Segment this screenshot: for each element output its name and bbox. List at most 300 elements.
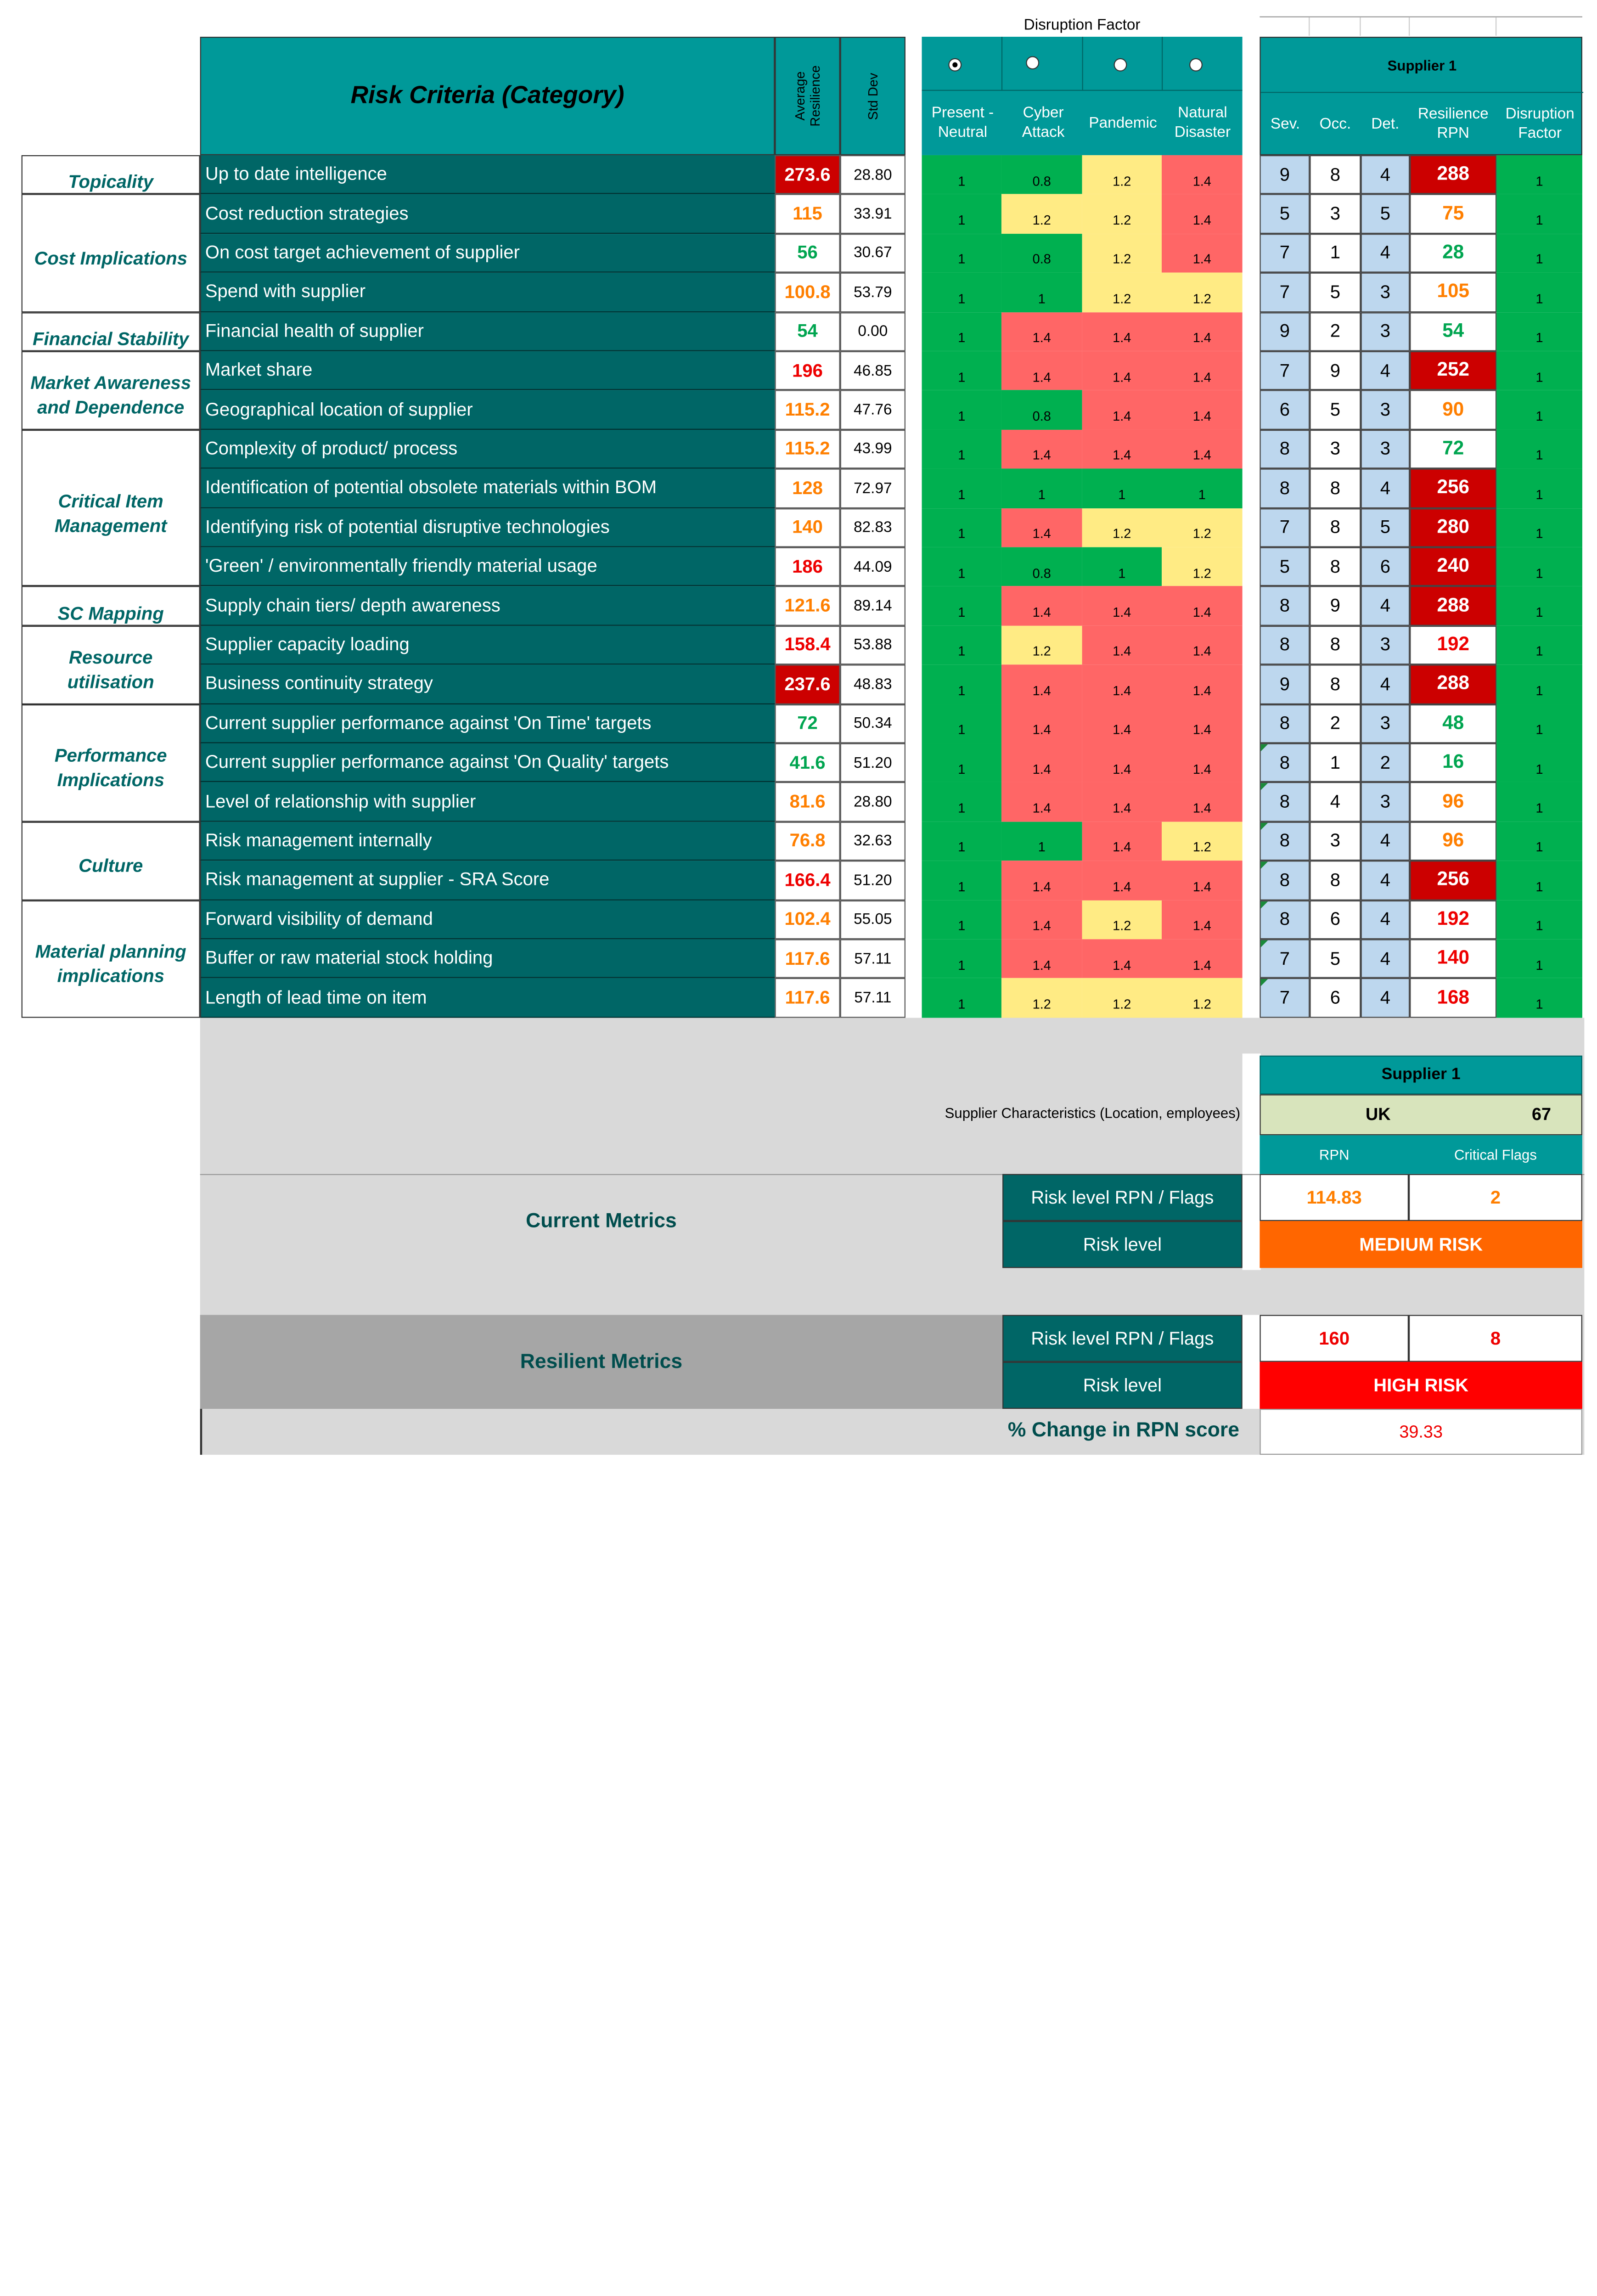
std-dev-cell: 57.11	[840, 939, 905, 978]
current-rpn-flags-label: Risk level RPN / Flags	[1002, 1174, 1242, 1221]
disruption-factor-cell: 1.2	[1162, 547, 1243, 586]
disruption-factor-cell: 1.4	[1001, 782, 1082, 822]
disruption-factor-cell: 0.8	[1001, 155, 1082, 194]
sev-cell[interactable]: 8	[1260, 782, 1310, 822]
average-resilience-cell: 196	[775, 351, 840, 390]
disruption-factor-cell: 1.4	[1001, 900, 1082, 939]
average-resilience-cell: 273.6	[775, 155, 840, 194]
occ-cell[interactable]: 3	[1310, 430, 1361, 469]
disruption-factor-cell: 1.4	[1162, 665, 1243, 704]
std-dev-cell: 82.83	[840, 508, 905, 547]
category-cell: Topicality	[22, 155, 200, 194]
category-cell: Cost Implications	[22, 194, 200, 312]
average-resilience-cell: 117.6	[775, 939, 840, 978]
det-cell[interactable]: 3	[1361, 782, 1410, 822]
criterion-name: Spend with supplier	[200, 273, 775, 312]
risk-criteria-header	[200, 37, 775, 155]
resilience-rpn-cell: 288	[1410, 155, 1496, 194]
summary-supplier-title: Supplier 1	[1260, 1056, 1582, 1094]
supplier-disruption-factor-cell: 1	[1496, 508, 1582, 547]
disruption-factor-cell: 1	[922, 194, 1001, 233]
supplier-disruption-factor-cell: 1	[1496, 625, 1582, 664]
criterion-name: Length of lead time on item	[200, 979, 775, 1018]
sev-cell[interactable]: 5	[1260, 547, 1310, 586]
supplier-employees: 67	[1531, 1104, 1552, 1124]
disruption-factor-cell: 1	[1001, 273, 1082, 312]
occ-cell[interactable]: 6	[1310, 979, 1361, 1018]
disruption-factor-cell: 0.8	[1001, 547, 1082, 586]
resilience-rpn-cell: 192	[1410, 900, 1496, 939]
occ-cell[interactable]: 8	[1310, 469, 1361, 508]
disruption-factor-cell: 1.4	[1001, 743, 1082, 782]
resilient-rpn-value: 160	[1260, 1315, 1409, 1362]
average-resilience-cell: 121.6	[775, 586, 840, 625]
std-dev-cell: 53.88	[840, 625, 905, 664]
disruption-factor-cell: 1.4	[1082, 390, 1162, 429]
det-cell[interactable]: 3	[1361, 704, 1410, 743]
disruption-factor-cell: 1	[1001, 469, 1082, 508]
disruption-factor-cell: 1	[1082, 469, 1162, 508]
criterion-name: Risk management at supplier - SRA Score	[200, 861, 775, 900]
disruption-factor-cell: 1.4	[1082, 939, 1162, 978]
disruption-factor-cell: 1	[1162, 469, 1243, 508]
rpn-change-value: 39.33	[1260, 1409, 1582, 1455]
supplier-disruption-factor-cell: 1	[1496, 861, 1582, 900]
occ-cell[interactable]: 1	[1310, 743, 1361, 782]
disruption-factor-cell: 1	[922, 312, 1001, 351]
occ-cell[interactable]: 5	[1310, 390, 1361, 429]
current-risk-level-label: Risk level	[1002, 1221, 1242, 1268]
supplier-disruption-factor-cell: 1	[1496, 939, 1582, 978]
supplier-characteristics-label: Supplier Characteristics (Location, employees)	[945, 1104, 1241, 1121]
average-resilience-cell: 76.8	[775, 822, 840, 861]
occ-cell[interactable]: 2	[1310, 704, 1361, 743]
sev-cell[interactable]: 6	[1260, 390, 1310, 429]
disruption-factor-cell: 1.4	[1162, 782, 1243, 822]
supplier-disruption-factor-cell: 1	[1496, 743, 1582, 782]
category-cell: Performance Implications	[22, 704, 200, 822]
disruption-factor-cell: 1.4	[1082, 586, 1162, 625]
supplier-disruption-factor-cell: 1	[1496, 704, 1582, 743]
resilience-rpn-cell: 75	[1410, 194, 1496, 233]
resilience-rpn-cell: 90	[1410, 390, 1496, 429]
sev-cell[interactable]: 7	[1260, 939, 1310, 978]
sev-cell[interactable]: 7	[1260, 234, 1310, 273]
disruption-factor-cell: 1	[922, 822, 1001, 861]
disruption-factor-cell: 1.2	[1082, 273, 1162, 312]
resilience-rpn-cell: 256	[1410, 469, 1496, 508]
disruption-factor-cell: 1	[922, 939, 1001, 978]
disruption-factor-cell: 1.4	[1082, 861, 1162, 900]
category-cell: Market Awareness and Dependence	[22, 351, 200, 430]
resilience-rpn-cell: 288	[1410, 665, 1496, 704]
std-dev-header: Std Dev	[840, 37, 905, 155]
disruption-factor-cell: 1.4	[1162, 312, 1243, 351]
resilience-rpn-cell: 140	[1410, 939, 1496, 978]
resilient-flags-value: 8	[1409, 1315, 1582, 1362]
average-resilience-header: Average Resilience	[775, 37, 840, 155]
resilience-rpn-cell: 96	[1410, 822, 1496, 861]
current-risk-badge: MEDIUM RISK	[1260, 1221, 1582, 1268]
det-cell[interactable]: 5	[1361, 508, 1410, 547]
det-cell[interactable]: 4	[1361, 234, 1410, 273]
category-cell: Financial Stability	[22, 312, 200, 351]
category-cell: Material planning implications	[22, 900, 200, 1018]
supplier-disruption-factor-cell: 1	[1496, 547, 1582, 586]
disruption-factor-cell: 1.4	[1162, 939, 1243, 978]
disruption-factor-cell: 1.4	[1001, 704, 1082, 743]
occ-cell[interactable]: 8	[1310, 861, 1361, 900]
sev-cell[interactable]: 7	[1260, 351, 1310, 390]
scenario-label-present: Present - Neutral	[931, 104, 994, 141]
disruption-factor-cell: 0.8	[1001, 390, 1082, 429]
sev-cell[interactable]: 7	[1260, 979, 1310, 1018]
supplier-disruption-factor-cell: 1	[1496, 665, 1582, 704]
disruption-factor-cell: 1.4	[1001, 312, 1082, 351]
disruption-factor-cell: 1.2	[1082, 508, 1162, 547]
det-cell[interactable]: 4	[1361, 979, 1410, 1018]
sev-cell[interactable]: 7	[1260, 508, 1310, 547]
occ-cell[interactable]: 8	[1310, 547, 1361, 586]
current-metrics-title: Current Metrics	[526, 1209, 677, 1232]
category-cell: Culture	[22, 822, 200, 900]
disruption-factor-cell: 1	[922, 234, 1001, 273]
resilience-rpn-cell: 240	[1410, 547, 1496, 586]
std-dev-cell: 50.34	[840, 704, 905, 743]
criterion-name: Market share	[200, 351, 775, 390]
scenario-label-cyber: Cyber Attack	[1022, 104, 1065, 141]
sev-cell[interactable]: 8	[1260, 586, 1310, 625]
disruption-factor-cell: 1.4	[1001, 430, 1082, 469]
average-resilience-cell: 81.6	[775, 782, 840, 822]
supplier-disruption-factor-cell: 1	[1496, 979, 1582, 1018]
occ-cell[interactable]: 9	[1310, 586, 1361, 625]
supplier-disruption-factor-cell: 1	[1496, 390, 1582, 429]
current-flags-value: 2	[1409, 1174, 1582, 1221]
occ-cell[interactable]: 8	[1310, 155, 1361, 194]
disruption-factor-cell: 1	[922, 861, 1001, 900]
criterion-name: 'Green' / environmentally friendly material usage	[200, 547, 775, 586]
disruption-factor-cell: 1.4	[1162, 351, 1243, 390]
disruption-factor-cell: 1	[922, 430, 1001, 469]
resilience-rpn-cell: 72	[1410, 430, 1496, 469]
average-resilience-cell: 237.6	[775, 665, 840, 704]
sev-cell[interactable]: 8	[1260, 900, 1310, 939]
criterion-name: Current supplier performance against 'On Time' targets	[200, 704, 775, 743]
occ-cell[interactable]: 3	[1310, 194, 1361, 233]
det-cell[interactable]: 4	[1361, 351, 1410, 390]
disruption-factor-cell: 1.4	[1001, 939, 1082, 978]
sev-cell[interactable]: 9	[1260, 312, 1310, 351]
disruption-factor-cell: 1	[922, 782, 1001, 822]
disruption-factor-cell: 1	[922, 586, 1001, 625]
average-resilience-cell: 41.6	[775, 743, 840, 782]
disruption-factor-cell: 1.4	[1082, 625, 1162, 664]
disruption-factor-cell: 1	[922, 625, 1001, 664]
det-cell[interactable]: 4	[1361, 665, 1410, 704]
disruption-factor-cell: 1	[922, 273, 1001, 312]
supplier-top-strip	[1260, 17, 1582, 35]
resilience-rpn-cell: 28	[1410, 234, 1496, 273]
average-resilience-cell: 166.4	[775, 861, 840, 900]
sev-cell[interactable]: 8	[1260, 430, 1310, 469]
disruption-factor-cell: 1.2	[1162, 822, 1243, 861]
sev-cell[interactable]: 9	[1260, 155, 1310, 194]
criterion-name: Supply chain tiers/ depth awareness	[200, 586, 775, 625]
supplier-disruption-factor-cell: 1	[1496, 900, 1582, 939]
occ-cell[interactable]: 3	[1310, 822, 1361, 861]
supplier-header: Supplier 1 Sev. Occ. Det. Resilience RPN Disruption Factor	[1260, 37, 1582, 155]
scenario-radio-present[interactable]	[948, 58, 962, 72]
std-dev-cell: 28.80	[840, 782, 905, 822]
scenario-radio-cyber[interactable]	[1026, 56, 1039, 69]
disruption-factor-cell: 1.2	[1162, 273, 1243, 312]
disruption-factor-cell: 1	[922, 979, 1001, 1018]
std-dev-cell: 32.63	[840, 822, 905, 861]
resilience-rpn-cell: 54	[1410, 312, 1496, 351]
disruption-factor-cell: 1.4	[1162, 861, 1243, 900]
average-resilience-cell: 158.4	[775, 625, 840, 664]
det-cell[interactable]: 6	[1361, 547, 1410, 586]
criterion-name: Cost reduction strategies	[200, 194, 775, 233]
supplier-disruption-factor-cell: 1	[1496, 782, 1582, 822]
sev-cell[interactable]: 7	[1260, 273, 1310, 312]
det-cell[interactable]: 4	[1361, 586, 1410, 625]
supplier-disruption-factor-cell: 1	[1496, 312, 1582, 351]
scenario-radio-pandemic[interactable]	[1114, 58, 1127, 72]
supplier-title: Supplier 1	[1261, 38, 1584, 93]
disruption-factor-cell: 1	[922, 390, 1001, 429]
occ-cell[interactable]: 4	[1310, 782, 1361, 822]
average-resilience-cell: 115	[775, 194, 840, 233]
det-cell[interactable]: 3	[1361, 625, 1410, 664]
disruption-factor-cell: 1.2	[1162, 508, 1243, 547]
disruption-factor-cell: 1.2	[1082, 234, 1162, 273]
std-dev-cell: 0.00	[840, 312, 905, 351]
supplier-disruption-factor-cell: 1	[1496, 430, 1582, 469]
disruption-factor-cell: 1.4	[1082, 312, 1162, 351]
summary-col-headers: RPN Critical Flags	[1260, 1135, 1582, 1174]
criterion-name: Risk management internally	[200, 822, 775, 861]
supplier-disruption-factor-cell: 1	[1496, 822, 1582, 861]
disruption-factor-cell: 1.4	[1001, 586, 1082, 625]
std-dev-cell: 57.11	[840, 979, 905, 1018]
criterion-name: Complexity of product/ process	[200, 430, 775, 469]
disruption-factor-cell: 1	[922, 743, 1001, 782]
scenario-header	[922, 37, 1243, 155]
disruption-factor-cell: 1.4	[1082, 351, 1162, 390]
disruption-factor-cell: 1	[922, 547, 1001, 586]
disruption-factor-cell: 1.4	[1082, 430, 1162, 469]
supplier-characteristics-box	[1260, 1094, 1582, 1135]
det-cell[interactable]: 4	[1361, 822, 1410, 861]
occ-cell[interactable]: 1	[1310, 234, 1361, 273]
resilience-rpn-cell: 168	[1410, 979, 1496, 1018]
std-dev-cell: 89.14	[840, 586, 905, 625]
disruption-factor-cell: 1.2	[1082, 979, 1162, 1018]
std-dev-cell: 53.79	[840, 273, 905, 312]
criterion-name: Business continuity strategy	[200, 665, 775, 704]
occ-cell[interactable]: 8	[1310, 508, 1361, 547]
std-dev-cell: 51.20	[840, 861, 905, 900]
disruption-factor-cell: 1	[1082, 547, 1162, 586]
disruption-factor-cell: 1.2	[1082, 194, 1162, 233]
std-dev-cell: 44.09	[840, 547, 905, 586]
disruption-factor-cell: 1.4	[1162, 900, 1243, 939]
det-cell[interactable]: 3	[1361, 390, 1410, 429]
sev-cell[interactable]: 8	[1260, 704, 1310, 743]
resilience-rpn-cell: 16	[1410, 743, 1496, 782]
occ-cell[interactable]: 5	[1310, 273, 1361, 312]
std-dev-cell: 28.80	[840, 155, 905, 194]
supplier-disruption-factor-cell: 1	[1496, 234, 1582, 273]
supplier-disruption-factor-cell: 1	[1496, 351, 1582, 390]
disruption-factor-cell: 1	[1001, 822, 1082, 861]
det-cell[interactable]: 4	[1361, 469, 1410, 508]
disruption-factor-cell: 1	[922, 508, 1001, 547]
scenario-label-natural: Natural Disaster	[1174, 104, 1231, 141]
disruption-factor-cell: 1	[922, 900, 1001, 939]
disruption-factor-cell: 1.4	[1162, 743, 1243, 782]
occ-cell[interactable]: 6	[1310, 900, 1361, 939]
resilient-risk-level-label: Risk level	[1002, 1362, 1242, 1409]
disruption-factor-cell: 1	[922, 665, 1001, 704]
disruption-factor-cell: 1.2	[1001, 194, 1082, 233]
resilience-rpn-cell: 192	[1410, 625, 1496, 664]
sev-cell[interactable]: 8	[1260, 861, 1310, 900]
resilience-rpn-cell: 252	[1410, 351, 1496, 390]
std-dev-cell: 51.20	[840, 743, 905, 782]
disruption-factor-cell: 0.8	[1001, 234, 1082, 273]
average-resilience-cell: 100.8	[775, 273, 840, 312]
std-dev-cell: 46.85	[840, 351, 905, 390]
disruption-factor-cell: 1	[922, 704, 1001, 743]
sev-cell[interactable]: 9	[1260, 665, 1310, 704]
disruption-factor-cell: 1.4	[1082, 704, 1162, 743]
average-resilience-cell: 140	[775, 508, 840, 547]
std-dev-cell: 47.76	[840, 390, 905, 429]
current-rpn-value: 114.83	[1260, 1174, 1409, 1221]
std-dev-cell: 30.67	[840, 234, 905, 273]
resilience-rpn-cell: 280	[1410, 508, 1496, 547]
std-dev-cell: 72.97	[840, 469, 905, 508]
supplier-disruption-factor-cell: 1	[1496, 586, 1582, 625]
average-resilience-cell: 115.2	[775, 390, 840, 429]
disruption-factor-cell: 1.2	[1001, 979, 1082, 1018]
sev-cell[interactable]: 8	[1260, 743, 1310, 782]
criterion-name: Supplier capacity loading	[200, 625, 775, 664]
scenario-radio-natural[interactable]	[1189, 58, 1203, 72]
average-resilience-cell: 56	[775, 234, 840, 273]
occ-cell[interactable]: 5	[1310, 939, 1361, 978]
disruption-factor-cell: 1	[922, 351, 1001, 390]
supplier-disruption-factor-cell: 1	[1496, 194, 1582, 233]
sev-cell[interactable]: 5	[1260, 194, 1310, 233]
category-cell: Critical Item Management	[22, 430, 200, 586]
rpn-change-label: % Change in RPN score	[1007, 1419, 1239, 1442]
supplier-disruption-factor-cell: 1	[1496, 155, 1582, 194]
occ-cell[interactable]: 9	[1310, 351, 1361, 390]
det-cell[interactable]: 5	[1361, 194, 1410, 233]
average-resilience-cell: 128	[775, 469, 840, 508]
disruption-factor-cell: 1.4	[1162, 625, 1243, 664]
resilient-metrics-title: Resilient Metrics	[200, 1315, 1002, 1409]
resilience-rpn-cell: 105	[1410, 273, 1496, 312]
occ-cell[interactable]: 8	[1310, 665, 1361, 704]
disruption-factor-cell: 1.4	[1001, 861, 1082, 900]
disruption-factor-cell: 1.4	[1001, 351, 1082, 390]
occ-cell[interactable]: 2	[1310, 312, 1361, 351]
criterion-name: Up to date intelligence	[200, 155, 775, 194]
disruption-factor-cell: 1.4	[1162, 704, 1243, 743]
disruption-factor-cell: 1.4	[1162, 194, 1243, 233]
criterion-name: Geographical location of supplier	[200, 390, 775, 429]
criterion-name: Financial health of supplier	[200, 312, 775, 351]
std-dev-cell: 43.99	[840, 430, 905, 469]
average-resilience-cell: 117.6	[775, 979, 840, 1018]
supplier-disruption-factor-cell: 1	[1496, 469, 1582, 508]
det-cell[interactable]: 4	[1361, 861, 1410, 900]
disruption-factor-cell: 1.2	[1162, 979, 1243, 1018]
criterion-name: Identifying risk of potential disruptive technologies	[200, 508, 775, 547]
det-cell[interactable]: 4	[1361, 939, 1410, 978]
criterion-name: On cost target achievement of supplier	[200, 234, 775, 273]
resilience-rpn-cell: 288	[1410, 586, 1496, 625]
disruption-factor-cell: 1.4	[1162, 586, 1243, 625]
det-cell[interactable]: 4	[1361, 155, 1410, 194]
disruption-factor-cell: 1.4	[1162, 234, 1243, 273]
disruption-factor-cell: 1	[922, 155, 1001, 194]
std-dev-cell: 48.83	[840, 665, 905, 704]
resilient-risk-badge: HIGH RISK	[1260, 1362, 1582, 1409]
resilient-rpn-flags-label: Risk level RPN / Flags	[1002, 1315, 1242, 1362]
std-dev-cell: 55.05	[840, 900, 905, 939]
risk-criteria-title: Risk Criteria (Category)	[350, 81, 624, 109]
scenario-label-pandemic: Pandemic	[1089, 113, 1157, 131]
disruption-factor-cell: 1	[922, 469, 1001, 508]
disruption-factor-cell: 1.2	[1082, 900, 1162, 939]
disruption-factor-cell: 1.4	[1082, 782, 1162, 822]
det-cell[interactable]: 3	[1361, 273, 1410, 312]
sev-cell[interactable]: 8	[1260, 469, 1310, 508]
category-cell: SC Mapping	[22, 586, 200, 625]
sev-cell[interactable]: 8	[1260, 822, 1310, 861]
average-resilience-cell: 102.4	[775, 900, 840, 939]
disruption-factor-cell: 1.2	[1001, 625, 1082, 664]
det-cell[interactable]: 2	[1361, 743, 1410, 782]
det-cell[interactable]: 3	[1361, 312, 1410, 351]
criterion-name: Buffer or raw material stock holding	[200, 939, 775, 978]
disruption-factor-cell: 1.4	[1162, 430, 1243, 469]
average-resilience-cell: 186	[775, 547, 840, 586]
disruption-factor-cell: 1.4	[1162, 155, 1243, 194]
occ-cell[interactable]: 8	[1310, 625, 1361, 664]
disruption-factor-cell: 1.4	[1082, 665, 1162, 704]
criterion-name: Current supplier performance against 'On Quality' targets	[200, 743, 775, 782]
category-cell: Resource utilisation	[22, 625, 200, 704]
disruption-factor-cell: 1.4	[1001, 508, 1082, 547]
average-resilience-cell: 54	[775, 312, 840, 351]
det-cell[interactable]: 4	[1361, 900, 1410, 939]
resilience-rpn-cell: 48	[1410, 704, 1496, 743]
det-cell[interactable]: 3	[1361, 430, 1410, 469]
resilience-rpn-cell: 96	[1410, 782, 1496, 822]
disruption-factor-cell: 1.4	[1001, 665, 1082, 704]
average-resilience-cell: 72	[775, 704, 840, 743]
average-resilience-cell: 115.2	[775, 430, 840, 469]
criterion-name: Level of relationship with supplier	[200, 782, 775, 822]
sev-cell[interactable]: 8	[1260, 625, 1310, 664]
